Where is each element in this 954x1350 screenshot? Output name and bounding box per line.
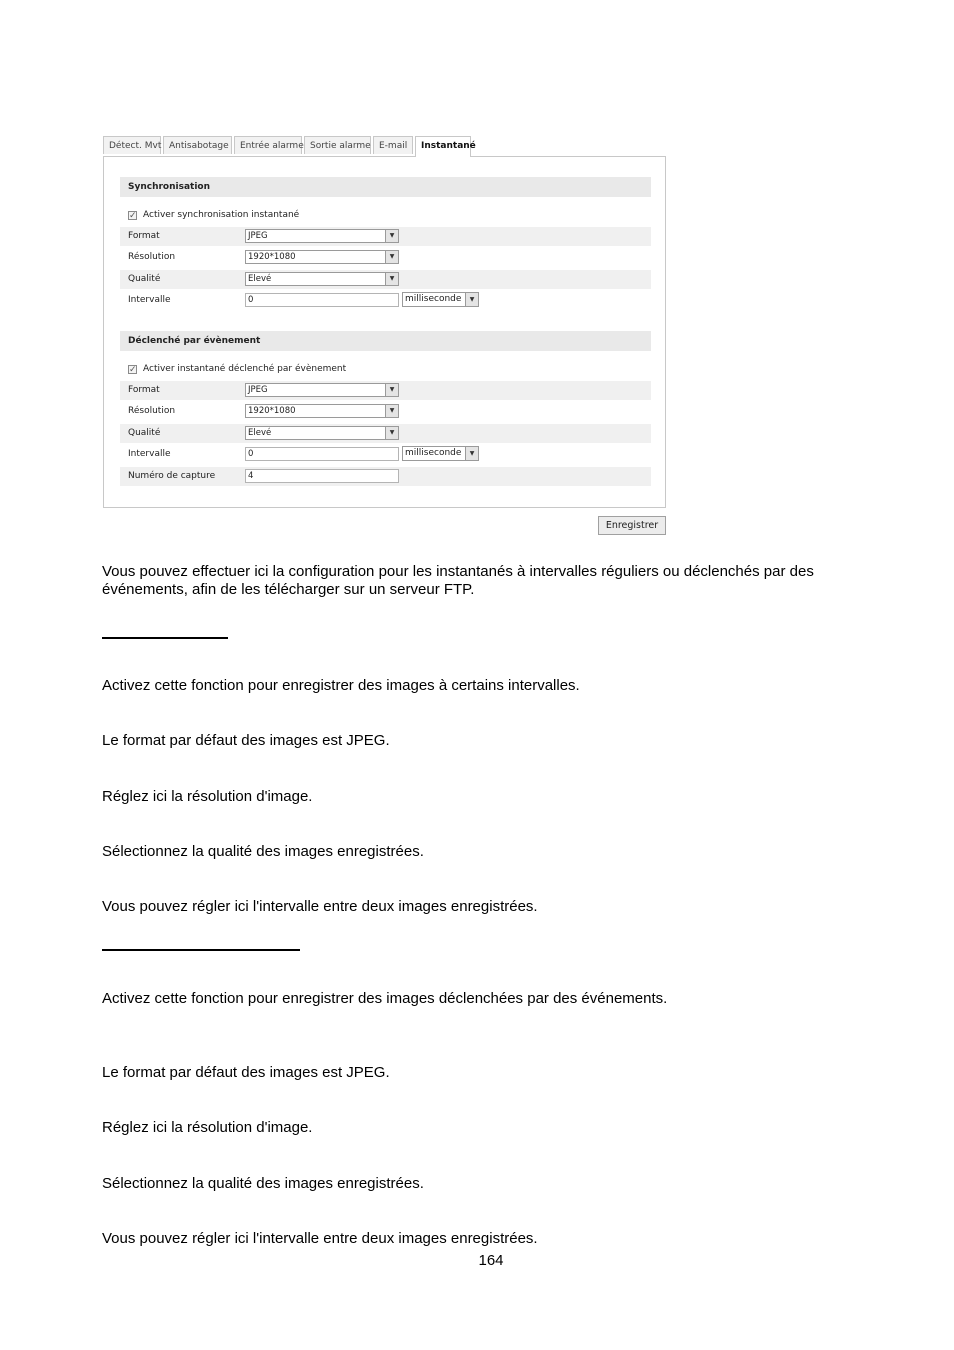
event-resolution-row [120,402,651,421]
sync-format-label: Format [128,231,160,241]
sync-interval-input[interactable]: 0 [245,293,399,307]
event-quality-text: Sélectionnez la qualité des images enregistrées. [102,1175,424,1192]
sync-resolution-text: Réglez ici la résolution d'image. [102,788,313,805]
sync-enable-label: Activer synchronisation instantané [143,210,300,220]
event-enable-checkbox[interactable] [128,365,137,374]
sync-section-title: Synchronisation [120,177,651,197]
tab-alarm-input[interactable]: Entrée alarme [234,136,302,154]
event-enable-label: Activer instantané déclenché par évènement [143,364,347,374]
sync-interval-label: Intervalle [128,295,171,305]
event-section-title: Déclenché par évènement [120,331,651,351]
chevron-down-icon: ▼ [465,293,478,306]
tab-bar [103,136,476,156]
sync-interval-text: Vous pouvez régler ici l'intervalle entre deux images enregistrées. [102,898,538,915]
sync-resolution-row [120,248,651,267]
event-quality-label: Qualité [128,428,161,438]
sync-quality-select[interactable]: Elevé ▼ [245,272,399,286]
tab-email[interactable]: E-mail [373,136,413,154]
event-interval-input[interactable]: 0 [245,447,399,461]
sync-quality-text: Sélectionnez la qualité des images enregistrées. [102,843,424,860]
sync-interval-row [120,291,651,310]
sync-enable-checkbox[interactable] [128,211,137,220]
sync-heading-rule [102,637,228,639]
sync-interval-unit-select[interactable]: milliseconde ▼ [402,292,479,307]
chevron-down-icon: ▼ [385,427,398,439]
tab-motion-detection[interactable]: Détect. Mvt [103,136,161,154]
settings-panel [103,156,666,508]
sync-quality-row [120,270,651,289]
event-interval-row [120,445,651,464]
sync-format-row [120,227,651,246]
sync-enable-row [128,208,299,222]
sync-format-select[interactable]: JPEG ▼ [245,229,399,243]
sync-resolution-label: Résolution [128,252,176,262]
event-interval-unit-select[interactable]: milliseconde ▼ [402,446,479,461]
event-quality-row [120,424,651,443]
event-heading-rule [102,949,300,951]
event-enable-row [128,362,346,376]
tab-tamper[interactable]: Antisabotage [163,136,232,154]
chevron-down-icon: ▼ [465,447,478,460]
snapshot-settings-screenshot [103,136,666,536]
event-format-row [120,381,651,400]
chevron-down-icon: ▼ [385,251,398,263]
event-interval-text: Vous pouvez régler ici l'intervalle entre deux images enregistrées. [102,1230,538,1247]
event-format-label: Format [128,385,160,395]
event-resolution-label: Résolution [128,406,176,416]
sync-resolution-select[interactable]: 1920*1080 ▼ [245,250,399,264]
event-format-text: Le format par défaut des images est JPEG. [102,1064,390,1081]
sync-quality-label: Qualité [128,274,161,284]
intro-paragraph: Vous pouvez effectuer ici la configuration pour les instantanés à intervalles réguliers ou déclenchés par des événements, afin de les télécharger sur un serveur FTP. [102,563,814,598]
event-interval-label: Intervalle [128,449,171,459]
event-capture-input[interactable]: 4 [245,469,399,483]
page-number: 164 [478,1252,504,1269]
chevron-down-icon: ▼ [385,405,398,417]
event-capture-label: Numéro de capture [128,471,216,481]
tab-snapshot[interactable]: Instantané [415,136,471,157]
save-button[interactable]: Enregistrer [598,516,666,535]
event-resolution-select[interactable]: 1920*1080 ▼ [245,404,399,418]
chevron-down-icon: ▼ [385,384,398,396]
tab-alarm-output[interactable]: Sortie alarme [304,136,371,154]
event-resolution-text: Réglez ici la résolution d'image. [102,1119,313,1136]
event-quality-select[interactable]: Elevé ▼ [245,426,399,440]
event-capture-row [120,467,651,486]
sync-enable-text: Activez cette fonction pour enregistrer des images à certains intervalles. [102,677,580,694]
sync-format-text: Le format par défaut des images est JPEG. [102,732,390,749]
event-enable-text: Activez cette fonction pour enregistrer des images déclenchées par des événements. [102,990,668,1007]
chevron-down-icon: ▼ [385,273,398,285]
event-format-select[interactable]: JPEG ▼ [245,383,399,397]
chevron-down-icon: ▼ [385,230,398,242]
